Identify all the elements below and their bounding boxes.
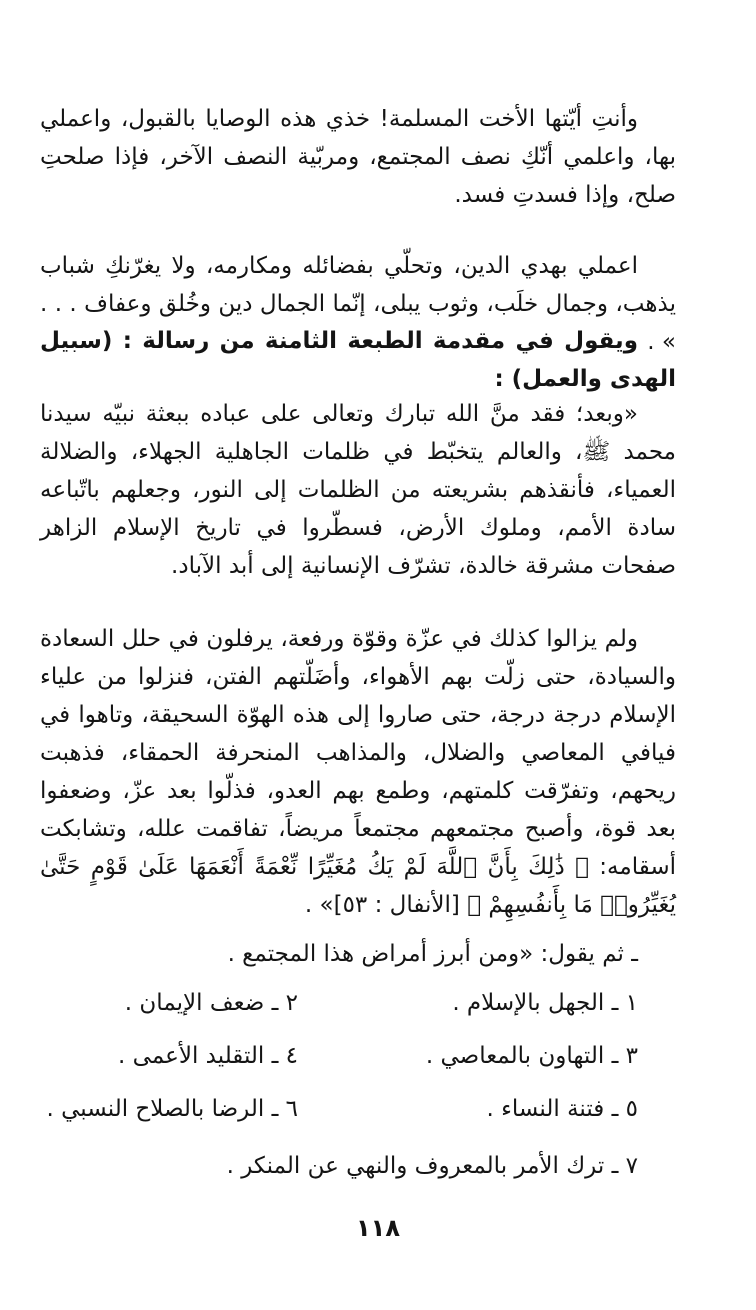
paragraph-text: ـ ثم يقول: «ومن أبرز أمراض هذا المجتمع . — [227, 941, 638, 967]
diseases-list — [40, 985, 676, 1144]
page-number: ١١٨ — [356, 1214, 400, 1242]
list-item: ٤ ـ التقليد الأعمى . — [118, 1043, 298, 1069]
quran-verse: ﴿ ذَٰلِكَ بِأَنَّ ٱللَّهَ لَمْ يَكُ مُغَيِّرًا نِّعْمَةً أَنْعَمَهَا عَلَىٰ قَوْمٍ حَتَّىٰ يُغَيِّرُوا۟ مَا بِأَنفُسِهِمْ ﴾ — [40, 854, 676, 918]
paragraph-decline — [40, 620, 676, 924]
paragraph-list-intro — [40, 935, 676, 973]
paragraph-introduction-quote — [40, 395, 676, 585]
list-item: ٣ ـ التهاون بالمعاصي . — [425, 1043, 638, 1069]
paragraph-text: ولم يزالوا كذلك في عزّة وقوّة ورفعة، يرفلون في حلل السعادة والسيادة، حتى زلّت بهم الأهواء، وأضَلّتهم الفتن، فنزلوا من علياء الإسلام درجة درجة، حتى صاروا إلى هذه الهوّة السحيقة، وتاهوا في فيافي المعاصي والضلال، والمذاهب المنحرفة الحمقاء، فذهبت ريحهم، وتفرّقت كلمتهم، وطمع بهم العدو، فذلّوا بعد عزّ، وضعفوا بعد قوة، وأصبح مجتمعهم مجتمعاً مريضاً، تفاقمت علله، وتشابكت أسقامه: — [40, 626, 677, 880]
list-item: ١ ـ الجهل بالإسلام . — [452, 990, 638, 1016]
list-row — [40, 1091, 676, 1144]
verse-reference: [الأنفال : ٥٣]» . — [304, 892, 468, 918]
list-row — [40, 1038, 676, 1091]
heading-text: ويقول في مقدمة الطبعة الثامنة من رسالة : (سبيل الهدى والعمل) : — [40, 328, 676, 392]
section-heading — [40, 322, 676, 398]
list-item: ٥ ـ فتنة النساء . — [486, 1096, 638, 1122]
paragraph-body — [40, 620, 676, 924]
list-row — [40, 985, 676, 1038]
paragraph-sister-advice — [40, 100, 676, 214]
paragraph-text: اعملي بهدي الدين، وتحلّي بفضائله ومكارمه، ولا يغرّنكِ شباب يذهب، وجمال خلَب، وثوب يبلى، إنّما الجمال دين وخُلق وعفاف . . . » . — [40, 253, 676, 355]
list-item: ٦ ـ الرضا بالصلاح النسبي . — [46, 1096, 298, 1122]
paragraph-text: وأنتِ أيّتها الأخت المسلمة! خذي هذه الوصايا بالقبول، واعملي بها، واعلمي أنّكِ نصف المجتمع، ومربّية النصف الآخر، فإذا صلحتِ صلح، وإذا فسدتِ فسد. — [40, 106, 676, 208]
list-item: ٢ ـ ضعف الإيمان . — [124, 990, 298, 1016]
list-item: ٧ ـ ترك الأمر بالمعروف والنهي عن المنكر . — [226, 1153, 638, 1179]
paragraph-text: «وبعد؛ فقد منَّ الله تبارك وتعالى على عباده ببعثة نبيّه سيدنا محمد ﷺ، والعالم يتخبّط في ظلمات الجاهلية الجهلاء، والضلالة العمياء، فأنقذهم بشريعته من الظلمات إلى النور، وجعلهم باتّباعه سادة الأمم، وملوك الأرض، فسطّروا في تاريخ الإسلام الزاهر صفحات مشرقة خالدة، تشرّف الإنسانية إلى أبد الآباد. — [40, 401, 676, 579]
